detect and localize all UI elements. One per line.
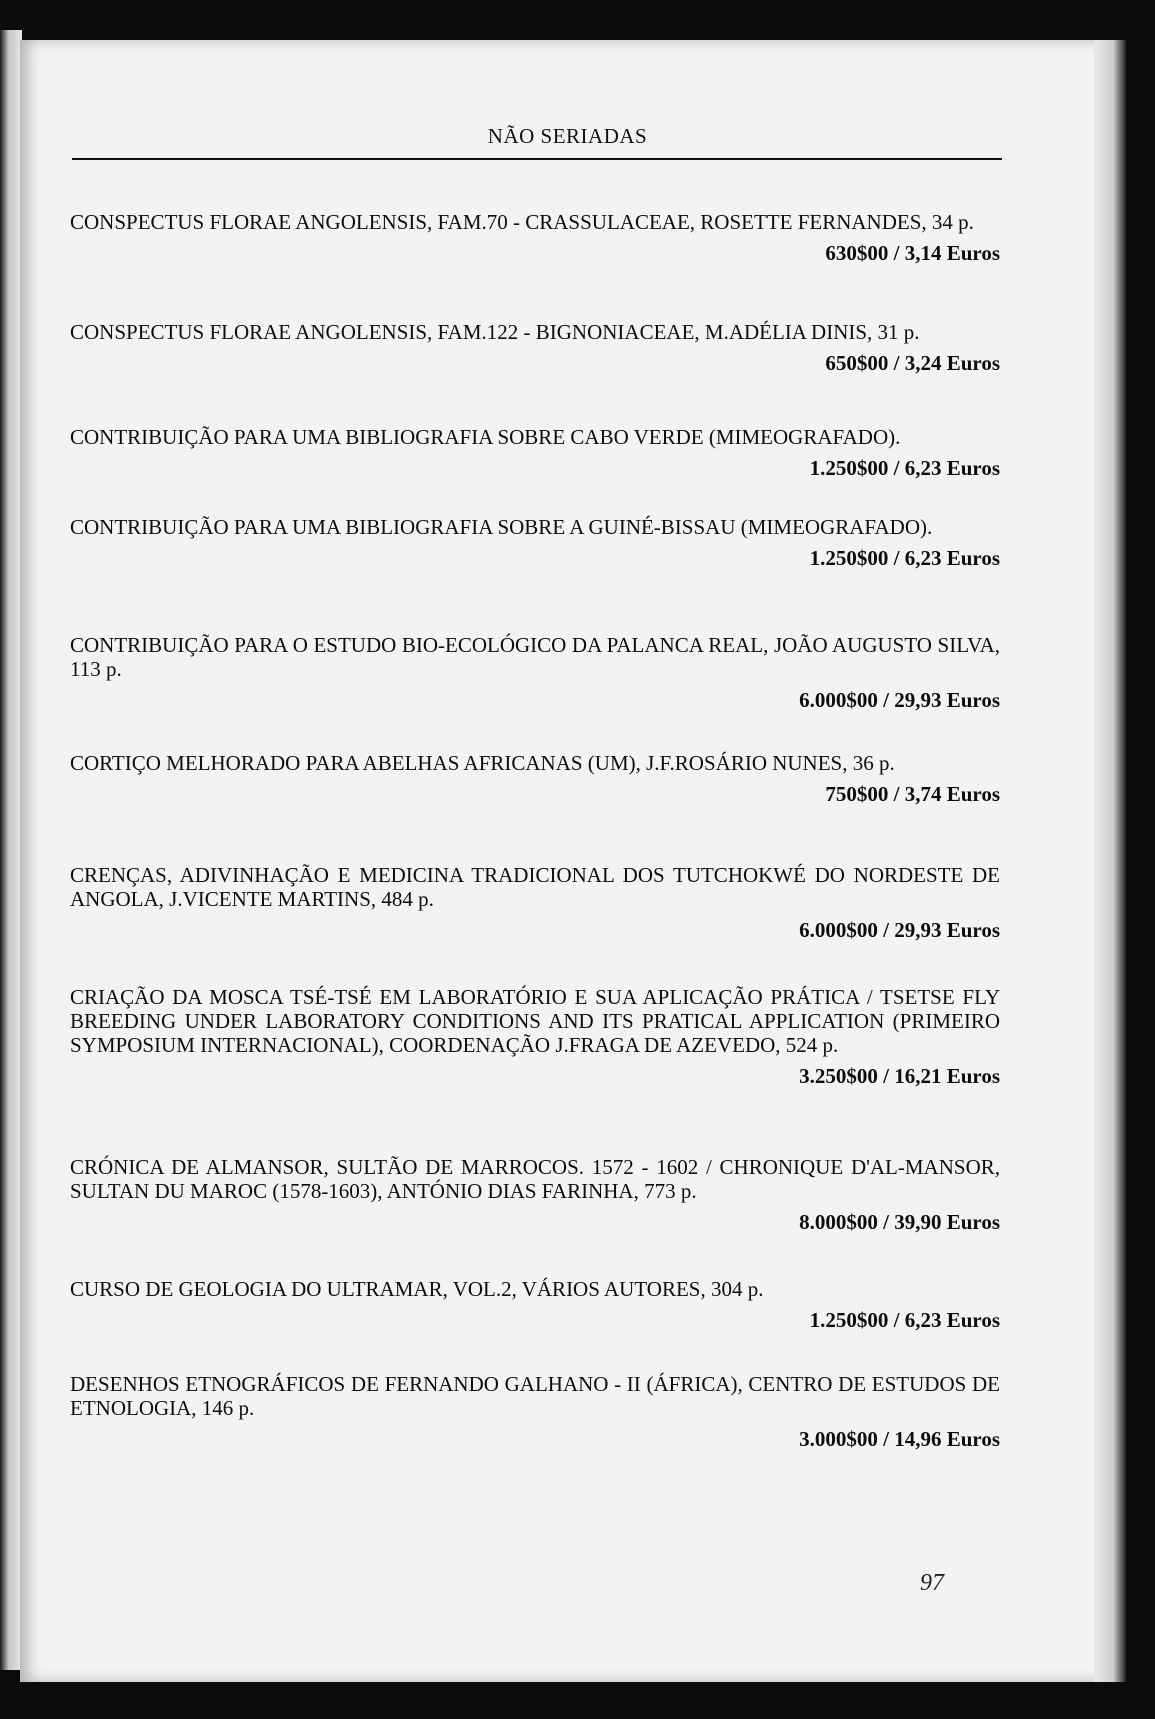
page-number: 97	[920, 1570, 944, 1596]
catalog-entry	[70, 985, 1000, 1155]
entry-title: CRÓNICA DE ALMANSOR, SULTÃO DE MARROCOS. 1572 - 1602 / CHRONIQUE D'AL-MANSOR, SULTAN DU MAROC (1578-1603), ANTÓNIO DIAS FARINHA, 773 p.	[70, 1155, 1000, 1203]
catalog-page	[20, 40, 1115, 1682]
entry-price: 3.000$00 / 14,96 Euros	[799, 1427, 1000, 1451]
entry-price: 750$00 / 3,74 Euros	[825, 782, 1000, 806]
entry-title: CONTRIBUIÇÃO PARA UMA BIBLIOGRAFIA SOBRE A GUINÉ-BISSAU (MIMEOGRAFADO).	[70, 515, 933, 539]
entry-title: CORTIÇO MELHORADO PARA ABELHAS AFRICANAS (UM), J.F.ROSÁRIO NUNES, 36 p.	[70, 751, 895, 775]
entry-price: 630$00 / 3,14 Euros	[825, 241, 1000, 265]
entry-title: CONSPECTUS FLORAE ANGOLENSIS, FAM.70 - CRASSULACEAE, ROSETTE FERNANDES, 34 p.	[70, 210, 974, 234]
entry-title: CONTRIBUIÇÃO PARA O ESTUDO BIO-ECOLÓGICO DA PALANCA REAL, JOÃO AUGUSTO SILVA, 113 p.	[70, 633, 1000, 681]
page-edge	[1094, 40, 1126, 1682]
entry-title: DESENHOS ETNOGRÁFICOS DE FERNANDO GALHANO - II (ÁFRICA), CENTRO DE ESTUDOS DE ETNOLOGIA, 146 p.	[70, 1372, 1000, 1420]
catalog-entry	[70, 1372, 1000, 1482]
entry-title: CRIAÇÃO DA MOSCA TSÉ-TSÉ EM LABORATÓRIO E SUA APLICAÇÃO PRÁTICA / TSETSE FLY BREEDING UNDER LABORATORY CONDITIONS AND ITS PRATICAL APPLICATION (PRIMEIRO SYMPOSIUM INTERNACIONAL), COORDENAÇÃO J.FRAGA DE AZEVEDO, 524 p.	[70, 985, 1000, 1057]
book-spine-edge	[0, 30, 22, 1670]
header-rule	[72, 158, 1002, 160]
entry-price: 6.000$00 / 29,93 Euros	[799, 918, 1000, 942]
entry-title: CONTRIBUIÇÃO PARA UMA BIBLIOGRAFIA SOBRE CABO VERDE (MIMEOGRAFADO).	[70, 425, 901, 449]
catalog-entry	[70, 515, 1000, 633]
entry-price: 1.250$00 / 6,23 Euros	[809, 1308, 1000, 1332]
catalog-entry	[70, 1155, 1000, 1277]
entry-title: CONSPECTUS FLORAE ANGOLENSIS, FAM.122 - BIGNONIACEAE, M.ADÉLIA DINIS, 31 p.	[70, 320, 920, 344]
catalog-entry	[70, 633, 1000, 751]
catalog-entry	[70, 863, 1000, 985]
entry-price: 1.250$00 / 6,23 Euros	[809, 456, 1000, 480]
entry-title: CRENÇAS, ADIVINHAÇÃO E MEDICINA TRADICIONAL DOS TUTCHOKWÉ DO NORDESTE DE ANGOLA, J.VICENTE MARTINS, 484 p.	[70, 863, 1000, 911]
entry-price: 1.250$00 / 6,23 Euros	[809, 546, 1000, 570]
entry-price: 650$00 / 3,24 Euros	[825, 351, 1000, 375]
catalog-entry	[70, 751, 1000, 863]
catalog-entry	[70, 210, 1000, 320]
catalog-entry	[70, 1277, 1000, 1372]
catalog-entry	[70, 425, 1000, 515]
catalog-entries	[70, 210, 1000, 1482]
entry-price: 6.000$00 / 29,93 Euros	[799, 688, 1000, 712]
catalog-entry	[70, 320, 1000, 425]
entry-title: CURSO DE GEOLOGIA DO ULTRAMAR, VOL.2, VÁRIOS AUTORES, 304 p.	[70, 1277, 764, 1301]
section-header: NÃO SERIADAS	[487, 124, 648, 148]
entry-price: 8.000$00 / 39,90 Euros	[799, 1210, 1000, 1234]
entry-price: 3.250$00 / 16,21 Euros	[799, 1064, 1000, 1088]
